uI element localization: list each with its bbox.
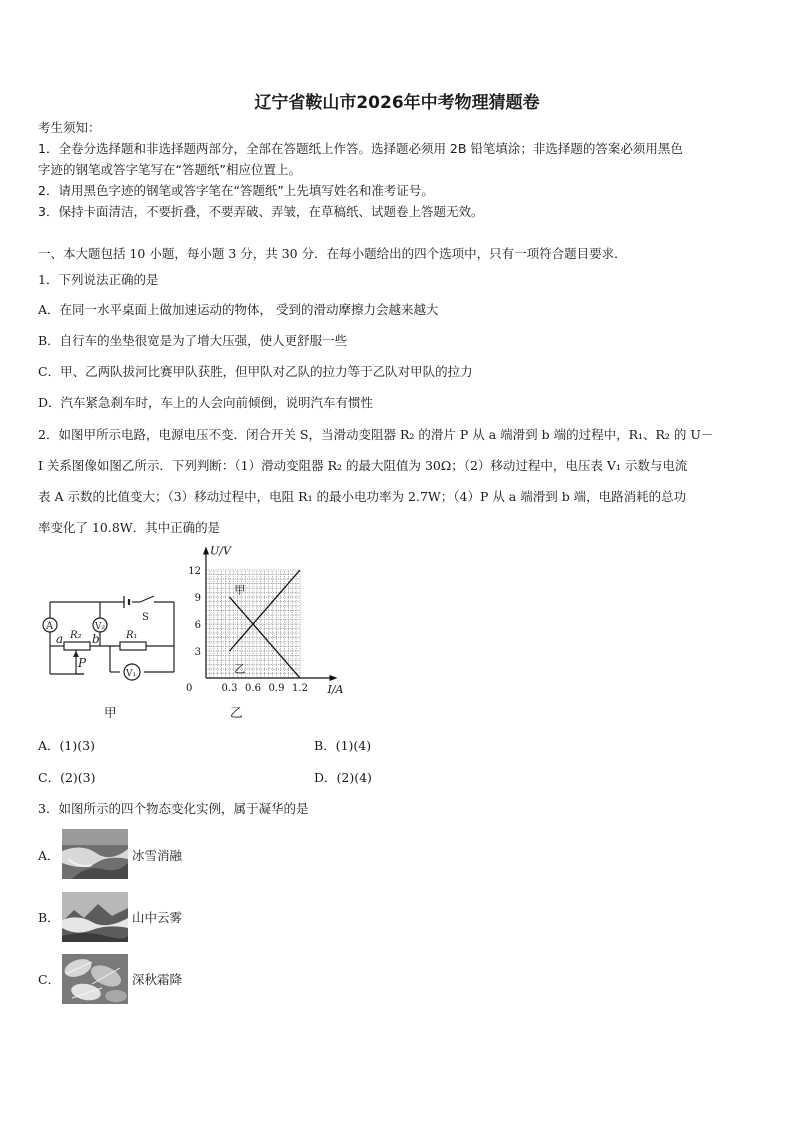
x-tick-label: 0.6 [245, 683, 261, 694]
series-label-jia: 甲 [234, 583, 246, 597]
origin-label: 0 [186, 683, 193, 694]
q2-option-b: B．(1)(4) [314, 738, 372, 753]
x-axis-label: I/A [327, 683, 344, 696]
voltmeter-v1-label: V₁ [126, 669, 137, 679]
q2-option-c: C．(2)(3) [38, 770, 96, 785]
ammeter-label: A [46, 621, 54, 632]
q2-line-2: I 关系图像如图乙所示．下列判断：（1）滑动变阻器 R₂ 的最大阻值为 30Ω；（2）移动过程中，电压表 V₁ 示数与电流 [38, 458, 688, 473]
q3-option-c-text: 深秋霜降 [132, 972, 183, 987]
notice-heading: 考生须知： [38, 120, 101, 135]
q1-stem: 1．下列说法正确的是 [38, 272, 159, 287]
notice-item-2: 2．请用黑色字迹的钢笔或答字笔在“答题纸”上先填写姓名和准考证号。 [38, 183, 434, 198]
terminal-a-label: a [56, 632, 64, 646]
mountain-fog-photo [62, 892, 128, 942]
q3-option-c-letter: C． [38, 972, 61, 987]
y-tick-label: 3 [194, 647, 201, 658]
slider-p-label: P [78, 656, 87, 670]
exam-title: 辽宁省鞍山市2026年中考物理猜题卷 [254, 93, 540, 113]
notice-item-1: 1．全卷分选择题和非选择题两部分，全部在答题纸上作答。选择题必须用 2B 铅笔填涂；非选择题的答案必须用黑色 [38, 141, 683, 156]
switch-label: S [142, 612, 149, 623]
q2-line-3: 表 A 示数的比值变大；（3）移动过程中，电阻 R₁ 的最小电功率为 2.7W；（4）P 从 a 端滑到 b 端，电路消耗的总功 [38, 489, 687, 504]
figure-caption-jia: 甲 [104, 705, 117, 720]
series-label-yi: 乙 [234, 662, 246, 676]
q3-stem: 3．如图所示的四个物态变化实例，属于凝华的是 [38, 801, 309, 816]
q1-option-a: A．在同一水平桌面上做加速运动的物体， 受到的滑动摩擦力会越来越大 [38, 302, 439, 317]
section-1-instructions: 一、本大题包括 10 小题，每小题 3 分，共 30 分．在每小题给出的四个选项中，只有一项符合题目要求． [38, 246, 627, 261]
x-tick-label: 0.3 [221, 683, 238, 694]
figure-caption-yi: 乙 [230, 705, 243, 720]
y-tick-label: 6 [194, 620, 201, 631]
y-axis-arrow [203, 547, 209, 555]
circuit-diagram [36, 592, 182, 694]
r1-label: R₁ [126, 630, 138, 641]
x-axis-arrow [330, 675, 338, 681]
q1-option-d: D．汽车紧急刹车时，车上的人会向前倾倒，说明汽车有惯性 [38, 395, 374, 410]
y-axis-label: U/V [210, 544, 231, 558]
y-tick-label: 9 [194, 593, 201, 604]
r2-label: R₂ [70, 630, 82, 641]
q3-option-a-letter: A． [38, 848, 60, 863]
y-tick-label: 12 [188, 566, 201, 577]
q2-option-d: D．(2)(4) [314, 770, 372, 785]
q1-option-b: B．自行车的坐垫很宽是为了增大压强，使人更舒服一些 [38, 333, 348, 348]
notice-item-3: 3．保持卡面清洁，不要折叠，不要弄破、弄皱，在草稿纸、试题卷上答题无效。 [38, 204, 484, 219]
q2-line-1: 2．如图甲所示电路，电源电压不变．闭合开关 S，当滑动变阻器 R₂ 的滑片 P 从 a 端滑到 b 端的过程中，R₁、R₂ 的 U－ [38, 427, 714, 442]
u-i-graph [172, 544, 344, 698]
frost-photo [62, 954, 128, 1004]
voltmeter-v2-label: V₂ [95, 622, 106, 632]
q3-option-b-letter: B． [38, 910, 60, 925]
q2-line-4: 率变化了 10.8W．其中正确的是 [38, 520, 221, 535]
melting-snow-photo [62, 829, 128, 879]
x-tick-label: 1.2 [292, 683, 308, 694]
x-tick-label: 0.9 [268, 683, 285, 694]
q3-option-a-text: 冰雪消融 [132, 848, 183, 863]
q1-option-c: C．甲、乙两队拔河比赛甲队获胜，但甲队对乙队的拉力等于乙队对甲队的拉力 [38, 364, 473, 379]
notice-item-1-cont: 字迹的钢笔或答字笔写在“答题纸”相应位置上。 [38, 162, 301, 177]
q2-option-a: A．(1)(3) [38, 738, 95, 753]
q3-option-b-text: 山中云雾 [132, 910, 183, 925]
terminal-b-label: b [92, 632, 100, 646]
